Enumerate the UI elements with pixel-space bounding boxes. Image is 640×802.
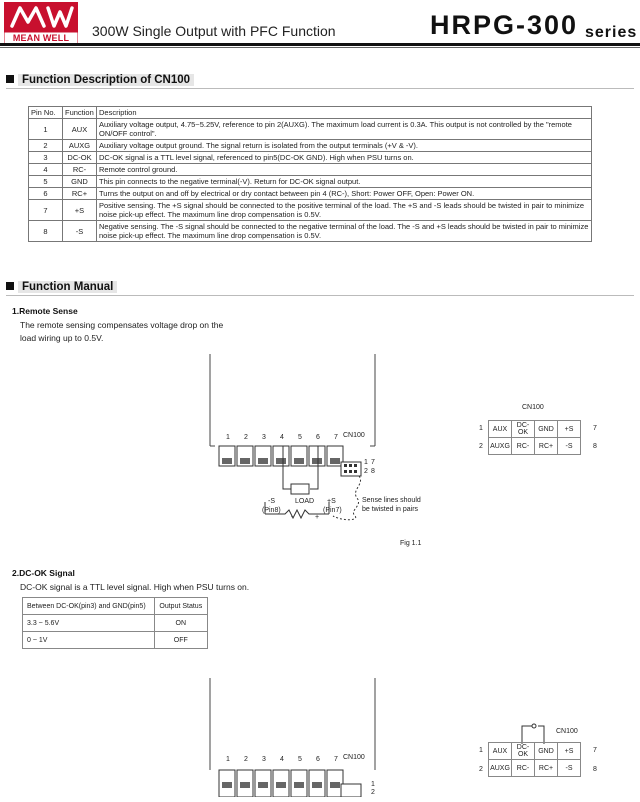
dcok-table [22, 597, 208, 649]
cn100-pin-table [488, 420, 581, 455]
table-row: 3.3 ~ 5.6V ON [23, 615, 208, 632]
pin-label-5: 5 [298, 434, 302, 441]
col-description: Description [97, 107, 592, 119]
table-row: 6 RC+ Turns the output on and off by electrical or dry contact between pin 4 (RC-), Short: Power OFF, Open: Power ON. [29, 188, 592, 200]
table-row: AUX DC-OK GND +S [489, 743, 581, 760]
table-row: Between DC-OK(pin3) and GND(pin5) Output Status [23, 598, 208, 615]
pin-label-6: 6 [316, 434, 320, 441]
load-label: LOAD [295, 498, 315, 505]
pin-label-4: 4 [280, 434, 284, 441]
remote-sense-heading: 1.Remote Sense [12, 306, 78, 316]
page-subtitle: 300W Single Output with PFC Function [92, 23, 336, 39]
table-row: 7 +S Positive sensing. The +S signal should be connected to the positive terminal of the load. The +S and -S leads should be twisted in pair to minimize noise pick-up effect. The maximum line drop compensation is 0.5V. [29, 200, 592, 221]
table-row: 8 -S Negative sensing. The -S signal should be connected to the negative terminal of the load. The -S and +S leads should be twisted in pair to minimize noise pick-up effect. The maximum line drop compensation is 0.5V. [29, 221, 592, 242]
pin-label-3: 3 [262, 434, 266, 441]
logo-text: MEAN WELL [12, 33, 70, 43]
model-title: HRPG-300 [430, 10, 579, 40]
figure-caption: Fig 1.1 [400, 540, 422, 547]
pin-label-1: 1 [226, 434, 230, 441]
section-heading-function-manual: Function Manual [6, 281, 634, 296]
header-rule-thin [0, 47, 640, 48]
col-function: Function [63, 107, 97, 119]
pin-label-7: 7 [334, 434, 338, 441]
pin-label-2: 2 [244, 434, 248, 441]
header-rule [0, 43, 640, 46]
table-row: AUXG RC- RC+ -S [489, 760, 581, 777]
table-header-row [29, 107, 592, 119]
cn100-pin-table-bottom [488, 742, 581, 777]
dcok-link-wire [518, 718, 548, 744]
table-row: AUXG RC- RC+ -S [489, 438, 581, 455]
dcok-line: DC-OK signal is a TTL level signal. High when PSU turns on. [20, 582, 250, 592]
table-row: 1 AUX Auxiliary voltage output, 4.75~5.25V, reference to pin 2(AUXG). The maximum load current is 0.3A. This output is not controlled by the "remote ON/OFF control". [29, 119, 592, 140]
series-label: series [585, 24, 638, 41]
pin-function-table [28, 106, 592, 242]
table-row: 5 GND This pin connects to the negative terminal(-V). Return for DC-OK signal output. [29, 176, 592, 188]
remote-sense-line1: The remote sensing compensates voltage drop on the [20, 320, 224, 330]
col-pin: Pin No. [29, 107, 63, 119]
cn100-label: CN100 [343, 432, 365, 439]
remote-sense-line2: load wiring up to 0.5V. [20, 333, 104, 343]
table-row: 4 RC- Remote control ground. [29, 164, 592, 176]
remote-sense-diagram: 1 2 3 4 5 6 7 CN100 1 2 7 8 -S (Pin8) LOAD +S (Pin7) - + Sense lines should be twisted in pairs [205, 354, 435, 534]
dcok-heading: 2.DC-OK Signal [12, 568, 75, 578]
sense-note-1: Sense lines should [362, 497, 421, 504]
section-heading-cn100: Function Description of CN100 [6, 74, 634, 89]
dcok-diagram: 1 2 3 4 5 6 7 CN100 1 2 [205, 678, 435, 797]
bullet-square-icon [6, 282, 14, 290]
table-row: 2 AUXG Auxiliary voltage output ground. The signal return is isolated from the output terminals (+V & -V). [29, 140, 592, 152]
table-row: 3 DC-OK DC-OK signal is a TTL level signal, referenced to pin5(DC-OK GND). High when PSU turns on. [29, 152, 592, 164]
sense-note-2: be twisted in pairs [362, 506, 419, 513]
cn100-table-title: CN100 [522, 404, 544, 411]
table-row: AUX DC-OK GND +S [489, 421, 581, 438]
table-row: 0 ~ 1V OFF [23, 632, 208, 649]
bullet-square-icon [6, 75, 14, 83]
